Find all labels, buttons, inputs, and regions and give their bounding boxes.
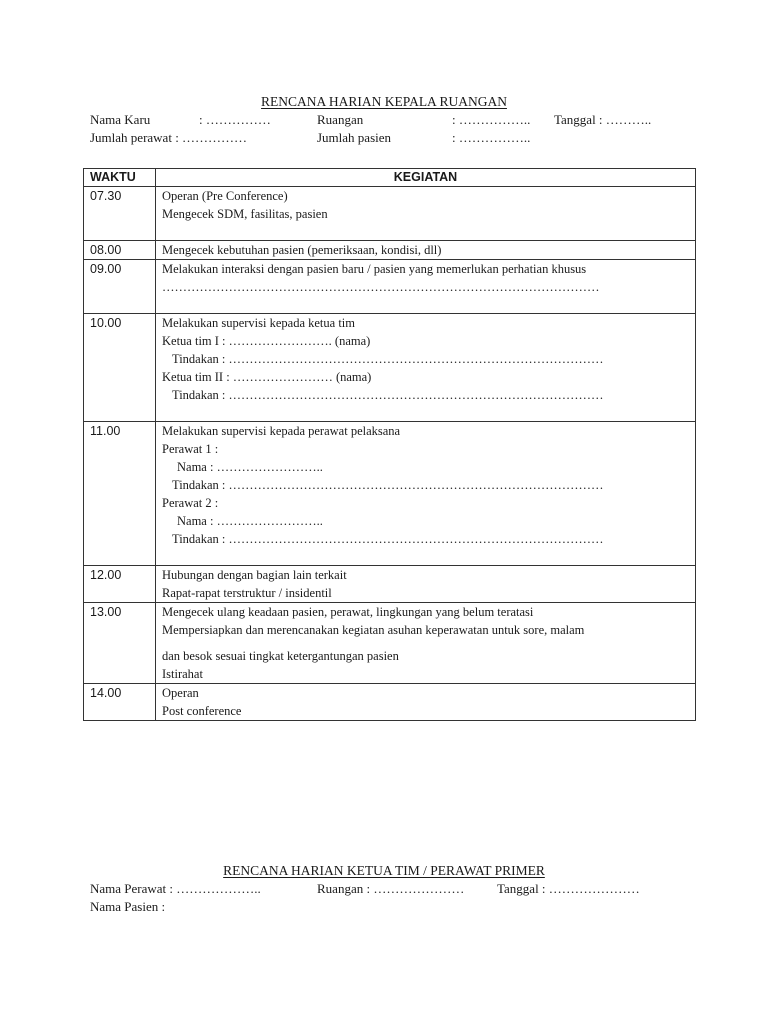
activity-line: Melakukan interaksi dengan pasien baru / pasien yang memerlukan perhatian khusus [162, 262, 587, 276]
activity-line: Perawat 2 : [162, 496, 219, 510]
activity-line: Mengecek kebutuhan pasien (pemeriksaan, kondisi, dll) [162, 243, 442, 257]
table-row [84, 260, 696, 314]
table-row [84, 603, 696, 684]
activity-line: Ketua tim II : …………………… (nama) [162, 370, 372, 384]
row-time: 14.00 [84, 684, 156, 721]
activity-line: Rapat-rapat terstruktur / insidentil [162, 586, 332, 600]
activity-line: dan besok sesuai tingkat ketergantungan pasien [162, 649, 399, 663]
jumlah-pasien-value: : …………….. [452, 130, 531, 145]
nama-karu-value: : …………… [199, 112, 271, 127]
table-row [84, 241, 696, 260]
activity-line: Melakukan supervisi kepada ketua tim [162, 316, 355, 330]
ruangan-field: Ruangan : ………………… [317, 881, 465, 896]
ruangan-value: : …………….. [452, 112, 531, 127]
table-row [84, 566, 696, 603]
activity-line: Post conference [162, 704, 242, 718]
row-time: 08.00 [84, 241, 156, 260]
table-row [84, 314, 696, 422]
jumlah-perawat-field: Jumlah perawat : …………… [90, 130, 248, 145]
tanggal-field: Tanggal : ……….. [554, 112, 652, 127]
activity-line: Operan (Pre Conference) [162, 189, 288, 203]
header-waktu: WAKTU [84, 169, 156, 187]
activity-line: Istirahat [162, 667, 203, 681]
activity-line: Mengecek SDM, fasilitas, pasien [162, 207, 328, 221]
activity-line: Melakukan supervisi kepada perawat pelaksana [162, 424, 401, 438]
row-activity [156, 422, 696, 566]
activity-line: Ketua tim I : ……………………. (nama) [162, 334, 371, 348]
activity-line: Tindakan : ……………………………………………………………………………… [172, 478, 604, 492]
activity-line: Hubungan dengan bagian lain terkait [162, 568, 347, 582]
schedule-table [83, 168, 696, 721]
activity-line: Mengecek ulang keadaan pasien, perawat, lingkungan yang belum teratasi [162, 605, 534, 619]
nama-perawat-field: Nama Perawat : ……………….. [90, 881, 261, 896]
section-title: RENCANA HARIAN KETUA TIM / PERAWAT PRIMER [223, 863, 545, 878]
row-activity [156, 566, 696, 603]
activity-line: Mempersiapkan dan merencanakan kegiatan asuhan keperawatan untuk sore, malam [162, 623, 585, 637]
tanggal-field-2: Tanggal : ………………… [497, 881, 640, 896]
table-row [84, 684, 696, 721]
header-kegiatan: KEGIATAN [156, 169, 696, 187]
activity-line: Nama : …………………….. [177, 460, 323, 474]
row-time: 10.00 [84, 314, 156, 422]
nama-pasien-field: Nama Pasien : [90, 899, 166, 914]
table-row [84, 187, 696, 241]
activity-line: Tindakan : ……………………………………………………………………………… [172, 388, 604, 402]
row-activity [156, 187, 696, 241]
activity-line: Nama : …………………….. [177, 514, 323, 528]
row-activity [156, 603, 696, 684]
activity-line: Tindakan : ……………………………………………………………………………… [172, 352, 604, 366]
table-header-row [84, 169, 696, 187]
row-time: 12.00 [84, 566, 156, 603]
row-time: 07.30 [84, 187, 156, 241]
row-activity [156, 241, 696, 260]
row-activity [156, 314, 696, 422]
row-time: 11.00 [84, 422, 156, 566]
activity-line: Operan [162, 686, 199, 700]
page-title: RENCANA HARIAN KEPALA RUANGAN [261, 94, 507, 109]
activity-line: Perawat 1 : [162, 442, 219, 456]
row-time: 13.00 [84, 603, 156, 684]
row-time: 09.00 [84, 260, 156, 314]
nama-karu-label: Nama Karu [90, 112, 151, 127]
ruangan-label: Ruangan [317, 112, 364, 127]
activity-line: Tindakan : ……………………………………………………………………………… [172, 532, 604, 546]
table-row [84, 422, 696, 566]
row-activity [156, 260, 696, 314]
activity-line: …………………………………………………………………………………………… [162, 280, 600, 294]
row-activity [156, 684, 696, 721]
jumlah-pasien-label: Jumlah pasien [317, 130, 392, 145]
